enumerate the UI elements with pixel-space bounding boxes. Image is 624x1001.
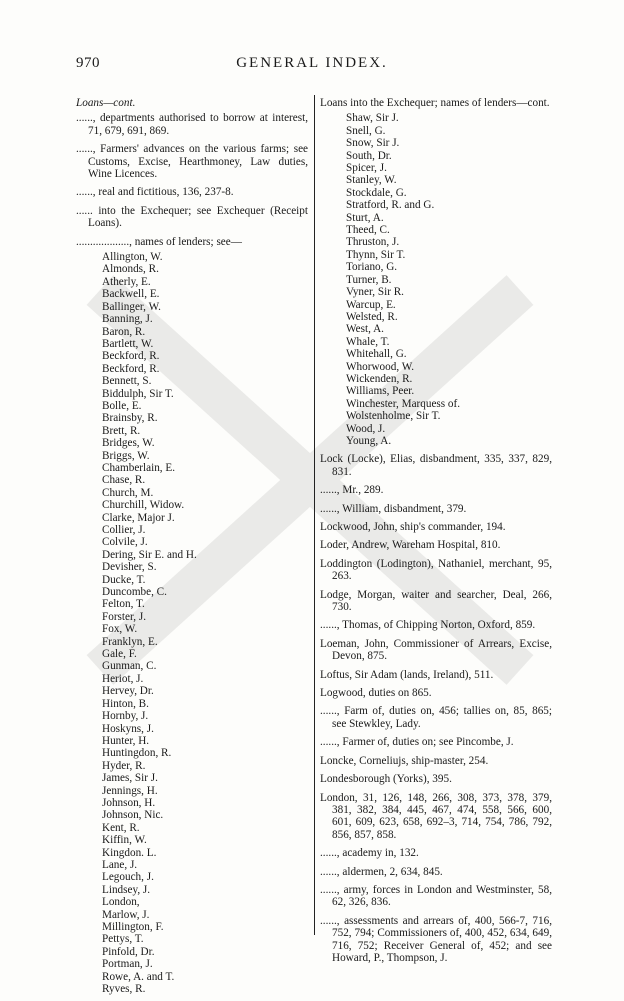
lender-name: Collier, J. bbox=[102, 524, 146, 536]
lender-name: Briggs, W. bbox=[102, 449, 150, 462]
lender-name: Johnson, Nic. bbox=[102, 809, 164, 822]
lender-name: Snow, Sir J. bbox=[346, 137, 400, 150]
lender-name: Stratford, R. and G. bbox=[346, 199, 435, 212]
lender-name: Colvile, J. bbox=[102, 536, 148, 549]
index-entry: ......, army, forces in London and Westminster, 58, 62, 326, 836. bbox=[320, 883, 552, 909]
section-heading: Loans into the Exchequer; names of lenders—cont. bbox=[320, 97, 550, 109]
lender-name: Wood, J. bbox=[346, 422, 386, 435]
lender-name: Clarke, Major J. bbox=[102, 511, 175, 524]
right-column bbox=[320, 97, 552, 970]
lender-name: Sturt, A. bbox=[346, 211, 384, 224]
lender-name: Stanley, W. bbox=[346, 174, 397, 187]
index-entry: ......, Mr., 289. bbox=[320, 484, 384, 497]
index-entry: Loeman, John, Commissioner of Arrears, Excise, Devon, 875. bbox=[320, 637, 552, 663]
lender-name: Bolle, E. bbox=[102, 399, 142, 412]
lender-name: Forster, J. bbox=[102, 610, 146, 623]
lender-name: Kent, R. bbox=[102, 821, 140, 834]
lender-name: Millington, F. bbox=[102, 921, 164, 933]
lender-name: Johnson, H. bbox=[102, 796, 156, 809]
lender-name: Ducke, T. bbox=[102, 573, 146, 586]
lender-name: Wickenden, R. bbox=[346, 372, 413, 385]
lender-name: Heriot, J. bbox=[102, 672, 144, 685]
lender-name: Whitehall, G. bbox=[346, 348, 407, 361]
lender-name: Stockdale, G. bbox=[346, 186, 407, 199]
index-entry: ......, aldermen, 2, 634, 845. bbox=[320, 865, 443, 878]
lender-name: Fox, W. bbox=[102, 623, 138, 636]
index-entry: ......, William, disbandment, 379. bbox=[320, 502, 467, 515]
lender-name: Brett, R. bbox=[102, 424, 141, 437]
lender-name: Spicer, J. bbox=[346, 162, 387, 175]
lender-name: Chamberlain, E. bbox=[102, 461, 176, 474]
lender-name: Felton, T. bbox=[102, 598, 145, 611]
index-entry: ......, assessments and arrears of, 400, 566-7, 716, 752, 794; Commissioners of, 400, 452, 634, 649, 716, 752; Receiver General of, 452; and see Howard, P., Thompson, J. bbox=[320, 914, 552, 964]
lender-name: Vyner, Sir R. bbox=[346, 286, 404, 299]
lender-name: Legouch, J. bbox=[102, 871, 154, 884]
lender-name: Rowe, A. and T. bbox=[102, 970, 175, 983]
index-entry: Logwood, duties on 865. bbox=[320, 687, 432, 700]
running-title: GENERAL INDEX. bbox=[236, 55, 388, 71]
lender-name: Chase, R. bbox=[102, 474, 146, 487]
lender-name: Hyder, R. bbox=[102, 759, 146, 772]
index-entry: ......, departments authorised to borrow at interest, 71, 679, 691, 869. bbox=[76, 112, 308, 137]
lender-name: Theed, C. bbox=[346, 224, 390, 237]
lender-name: Ballinger, W. bbox=[102, 300, 161, 313]
index-entry: ......, Farmer of, duties on; see Pincombe, J. bbox=[320, 736, 514, 749]
lender-name: Bennett, S. bbox=[102, 375, 152, 388]
index-entry: Loncke, Corneliujs, ship-master, 254. bbox=[320, 754, 489, 767]
lender-name: Gale, F. bbox=[102, 648, 137, 661]
index-entry: ......, academy in, 132. bbox=[320, 847, 419, 860]
lender-name: Bartlett, W. bbox=[102, 337, 154, 350]
lender-name: Biddulph, Sir T. bbox=[102, 387, 174, 400]
lender-name: Thynn, Sir T. bbox=[346, 248, 406, 261]
index-entry: ..................., names of lenders; see— bbox=[76, 235, 242, 248]
index-entry: Lodge, Morgan, waiter and searcher, Deal, 266, 730. bbox=[320, 588, 552, 614]
lender-name: Backwell, E. bbox=[102, 288, 160, 301]
column-divider bbox=[314, 95, 315, 935]
lender-name: Thruston, J. bbox=[346, 236, 400, 249]
lender-name: Shaw, Sir J. bbox=[346, 112, 399, 125]
lender-name: Beckford, R. bbox=[102, 350, 160, 363]
lender-name: Beckford, R. bbox=[102, 362, 160, 375]
index-entry: Loder, Andrew, Wareham Hospital, 810. bbox=[320, 539, 501, 552]
lender-name: Baron, R. bbox=[102, 325, 146, 338]
lender-name: Atherly, E. bbox=[102, 275, 151, 288]
lender-name: Lindsey, J. bbox=[102, 883, 151, 896]
page-number: 970 bbox=[76, 55, 100, 71]
lender-name: Turner, B. bbox=[346, 273, 392, 286]
lender-name: Hervey, Dr. bbox=[102, 685, 154, 698]
section-heading: Loans—cont. bbox=[76, 97, 136, 109]
lender-name: Jennings, H. bbox=[102, 784, 158, 797]
lender-name: Pettys, T. bbox=[102, 933, 144, 946]
lender-list-right bbox=[320, 112, 552, 447]
index-entry: Loddington (Lodington), Nathaniel, merchant, 95, 263. bbox=[320, 557, 552, 583]
lender-name: Young, A. bbox=[346, 434, 392, 447]
index-entry: ...... into the Exchequer; see Exchequer (Receipt Loans). bbox=[76, 204, 308, 230]
lender-name: Ryves, R. bbox=[102, 983, 146, 996]
lender-name: Whale, T. bbox=[346, 335, 390, 348]
lender-name: Huntingdon, R. bbox=[102, 747, 172, 760]
lender-name: Hinton, B. bbox=[102, 697, 149, 710]
lender-name: Portman, J. bbox=[102, 958, 153, 971]
lender-list-left bbox=[76, 251, 308, 995]
lender-name: Dering, Sir E. and H. bbox=[102, 548, 197, 561]
lender-name: James, Sir J. bbox=[102, 772, 158, 785]
lender-name: Banning, J. bbox=[102, 313, 153, 326]
lender-name: Gunman, C. bbox=[102, 660, 157, 673]
index-entry: ......, Farm of, duties on, 456; tallies on, 85, 865; see Stewkley, Lady. bbox=[320, 705, 552, 730]
left-column bbox=[76, 97, 308, 1001]
index-entry: ......, real and fictitious, 136, 237-8. bbox=[76, 186, 234, 199]
index-entry: Loftus, Sir Adam (lands, Ireland), 511. bbox=[320, 668, 494, 681]
lender-name: Church, M. bbox=[102, 486, 154, 499]
lender-name: Duncombe, C. bbox=[102, 586, 167, 599]
lender-name: Pinfold, Dr. bbox=[102, 945, 155, 958]
lender-name: London, bbox=[102, 896, 140, 909]
page-header bbox=[0, 55, 624, 79]
index-entry: ......, Thomas, of Chipping Norton, Oxford, 859. bbox=[320, 619, 536, 632]
lender-name: Kiffin, W. bbox=[102, 834, 147, 847]
lender-name: Welsted, R. bbox=[346, 310, 398, 323]
lender-name: Hornby, J. bbox=[102, 710, 149, 723]
index-entry: Lockwood, John, ship's commander, 194. bbox=[320, 521, 506, 533]
lender-name: Snell, G. bbox=[346, 124, 386, 137]
lender-name: Churchill, Widow. bbox=[102, 499, 185, 512]
lender-name: Winchester, Marquess of. bbox=[346, 397, 461, 410]
lender-name: Williams, Peer. bbox=[346, 385, 415, 398]
lender-name: Allington, W. bbox=[102, 251, 163, 264]
lender-name: Toriano, G. bbox=[346, 261, 398, 274]
lender-name: Lane, J. bbox=[102, 858, 138, 871]
lender-name: Almonds, R. bbox=[102, 263, 159, 276]
lender-name: West, A. bbox=[346, 323, 384, 336]
lender-name: Devisher, S. bbox=[102, 561, 157, 574]
index-entry: Londesborough (Yorks), 395. bbox=[320, 773, 452, 786]
lender-name: Brainsby, R. bbox=[102, 412, 158, 425]
lender-name: Marlow, J. bbox=[102, 908, 150, 921]
lender-name: Warcup, E. bbox=[346, 298, 396, 311]
lender-name: South, Dr. bbox=[346, 149, 392, 162]
lender-name: Kingdon. L. bbox=[102, 846, 157, 859]
lender-name: Wolstenholme, Sir T. bbox=[346, 410, 441, 423]
lender-name: Hunter, H. bbox=[102, 734, 150, 747]
index-entry: Lock (Locke), Elias, disbandment, 335, 337, 829, 831. bbox=[320, 453, 552, 478]
index-entry: London, 31, 126, 148, 266, 308, 373, 378, 379, 381, 382, 384, 445, 467, 474, 558, 566, 600, 601, 609, 623, 658, 692–3, 714, 754, 786, 792, 856, 857, 858. bbox=[320, 791, 552, 841]
lender-name: Franklyn, E. bbox=[102, 635, 158, 648]
right-entries bbox=[320, 453, 552, 964]
lender-name: Bridges, W. bbox=[102, 437, 155, 450]
lender-name: Whorwood, W. bbox=[346, 360, 415, 373]
lender-name: Hoskyns, J. bbox=[102, 722, 154, 735]
index-entry: ......, Farmers' advances on the various farms; see Customs, Excise, Hearthmoney, Law duties, Wine Licences. bbox=[76, 143, 308, 181]
